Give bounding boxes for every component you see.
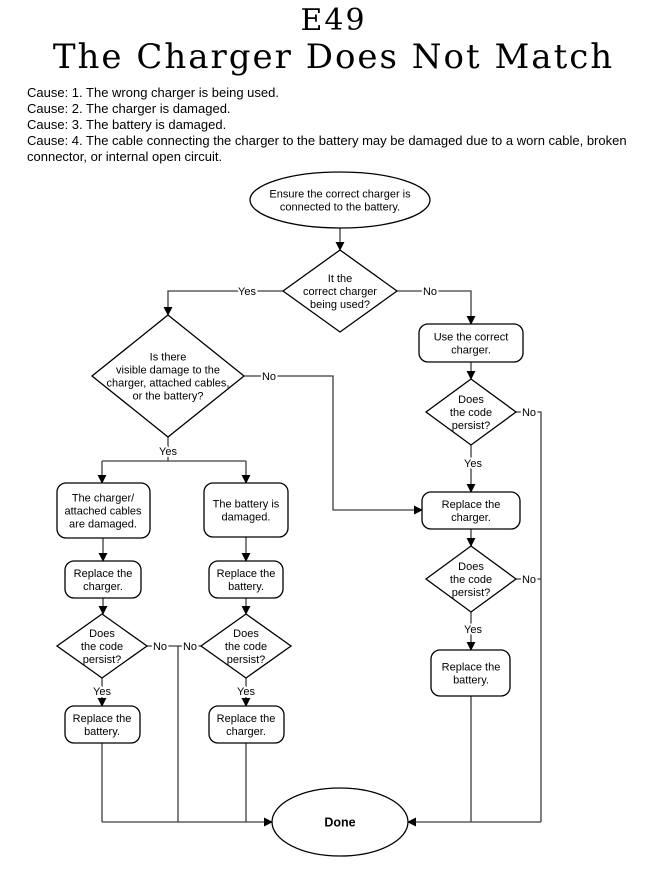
label-yes-damage: Yes bbox=[159, 446, 177, 458]
node-text: persist? bbox=[451, 420, 491, 432]
node-text: being used? bbox=[310, 299, 370, 311]
label-yes-persist-r1: Yes bbox=[464, 458, 482, 470]
label-yes-persist-mid: Yes bbox=[237, 686, 255, 698]
node-text: Does bbox=[89, 628, 115, 640]
node-text: Done bbox=[324, 815, 356, 830]
process-replace-battery-left bbox=[65, 706, 140, 743]
node-text: the code bbox=[449, 574, 493, 586]
node-text: Replace the bbox=[441, 661, 501, 674]
label-no-persist-r2: No bbox=[521, 574, 537, 586]
decision-code-persist-right2 bbox=[426, 546, 516, 612]
node-text: visible damage to the bbox=[116, 364, 220, 377]
node-text: Replace the bbox=[216, 713, 276, 725]
edge-correct-yes bbox=[168, 291, 283, 315]
node-text: Replace the bbox=[216, 568, 276, 580]
label-no-persist-mid: No bbox=[182, 641, 198, 653]
process-use-correct-charger bbox=[419, 324, 523, 362]
node-text: Replace the bbox=[441, 499, 501, 511]
node-text: correct charger bbox=[303, 286, 377, 298]
label-no-damage: No bbox=[261, 371, 277, 383]
node-text: or the battery? bbox=[132, 390, 204, 403]
node-text: Ensure the correct charger is bbox=[269, 188, 411, 201]
node-text: The charger/ bbox=[71, 492, 135, 505]
decision-code-persist-left bbox=[57, 614, 147, 678]
node-text: battery. bbox=[453, 674, 489, 687]
decision-correct-charger-used bbox=[283, 250, 397, 332]
cause-line: Cause: 1. The wrong charger is being used. bbox=[27, 85, 279, 100]
done-terminator bbox=[272, 788, 408, 856]
node-text: Replace the bbox=[73, 568, 133, 580]
node-text: Does bbox=[458, 394, 484, 406]
cause-line: Cause: 2. The charger is damaged. bbox=[27, 101, 231, 116]
label-no-correct: No bbox=[422, 286, 438, 298]
node-text: connected to the battery. bbox=[279, 201, 401, 214]
node-text: are damaged. bbox=[69, 518, 137, 531]
node-text: It the bbox=[327, 273, 353, 285]
node-text: Replace the bbox=[72, 713, 132, 725]
start-terminator bbox=[250, 172, 430, 228]
decision-visible-damage bbox=[92, 315, 244, 437]
decision-code-persist-mid bbox=[201, 614, 291, 678]
page-title: The Charger Does Not Match bbox=[52, 37, 615, 77]
node-text: Does bbox=[233, 628, 259, 640]
process-battery-damaged bbox=[204, 483, 288, 537]
node-text: battery. bbox=[228, 581, 264, 593]
node-text: the code bbox=[224, 641, 268, 653]
node-text: Use the correct bbox=[433, 331, 509, 344]
process-replace-charger-left bbox=[65, 561, 141, 598]
node-text: persist? bbox=[226, 654, 266, 666]
node-text: charger. bbox=[226, 726, 266, 738]
process-replace-charger-right bbox=[422, 492, 520, 529]
process-charger-cables-damaged bbox=[57, 483, 150, 538]
node-text: Is there bbox=[149, 351, 187, 364]
node-text: The battery is bbox=[212, 498, 280, 511]
label-no-persist-left: No bbox=[152, 641, 168, 653]
node-text: battery. bbox=[84, 726, 120, 738]
node-text: charger. bbox=[451, 512, 491, 524]
node-text: Does bbox=[458, 561, 484, 573]
error-code: E49 bbox=[300, 3, 367, 38]
node-text: persist? bbox=[82, 654, 122, 666]
cause-line: Cause: 4. The cable connecting the charger to the battery may be damaged due to a worn cable, broken connector, or internal open circuit. bbox=[27, 133, 627, 164]
node-text: charger. bbox=[83, 581, 123, 593]
edge-persistR1-no bbox=[516, 412, 541, 822]
decision-code-persist-right1 bbox=[426, 379, 516, 445]
process-replace-battery-right bbox=[431, 650, 510, 696]
node-text: persist? bbox=[451, 587, 491, 599]
label-yes-correct: Yes bbox=[238, 286, 256, 298]
node-text: the code bbox=[80, 641, 124, 653]
node-text: attached cables bbox=[64, 505, 142, 518]
process-replace-charger-mid bbox=[209, 706, 284, 743]
node-text: damaged. bbox=[221, 511, 271, 524]
process-replace-battery-mid bbox=[209, 561, 283, 598]
node-text: charger. bbox=[451, 344, 491, 357]
label-no-persist-r1: No bbox=[521, 407, 537, 419]
cause-line: Cause: 3. The battery is damaged. bbox=[27, 117, 227, 132]
node-text: the code bbox=[449, 407, 493, 419]
flow-nodes bbox=[57, 172, 523, 856]
node-text: charger, attached cables, bbox=[106, 377, 230, 390]
label-yes-persist-left: Yes bbox=[93, 686, 111, 698]
label-yes-persist-r2: Yes bbox=[464, 624, 482, 636]
